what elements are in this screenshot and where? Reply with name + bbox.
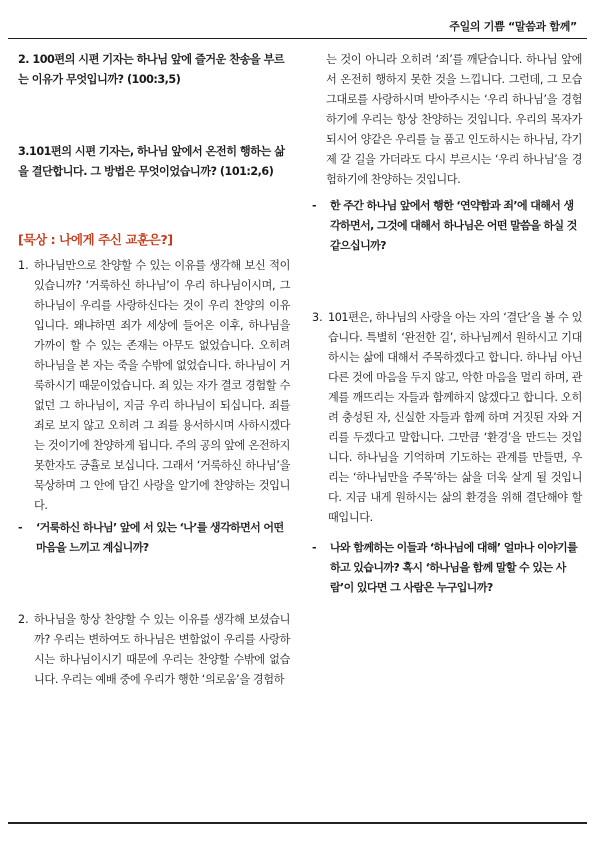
- question-3: 3.101편의 시편 기자는, 하나님 앞에서 온전히 행하는 삶을 결단합니다. 그 방법은 무엇이었습니까? (101:2,6): [18, 145, 285, 178]
- item-text: 하나님을 항상 찬양할 수 있는 이유를 생각해 보셨습니까? 우리는 변하여도 하나님은 변함없이 우리를 사랑하시는 하나님이시기 때문에 우리는 찬양할 수밖에 없습니다. 우리는 예배 중에 우리가 행한 ‘의로움’을 경험하: [34, 613, 290, 686]
- meditation-item-3: [312, 308, 582, 528]
- header-divider: [8, 38, 587, 39]
- dash-marker: -: [312, 541, 316, 554]
- reflection-text: 나와 함께하는 이들과 ‘하나님에 대해’ 얼마나 이야기를 하고 있습니까? 혹시 ‘하나님을 함께 말할 수 있는 사람’이 있다면 그 사람은 누구입니까?: [330, 541, 578, 594]
- left-column: [18, 50, 290, 690]
- right-column: [312, 50, 582, 598]
- meditation-item-2: [18, 610, 290, 690]
- meditation-item-1: [18, 256, 290, 516]
- item-2-continuation: 는 것이 아니라 오히려 ‘죄’를 깨닫습니다. 하나님 앞에서 온전히 행하지 못한 것을 느낍니다. 그런데, 그 모습 그대로를 사랑하시며 받아주시는 ‘우리 하나님’을 경험하기에 우리는 항상 찬양하는 것입니다. 우리의 목자가 되시어 양같은 우리를 늘 품고 인도하시는 하나님, 각기 제 갈 길을 가더라도 다시 부르시는 ‘우리 하나님’을 경험하기에 찬양하는 것입니다.: [326, 53, 582, 186]
- reflection-question-1: [18, 518, 290, 558]
- reflection-question-3: [312, 538, 582, 598]
- reflection-text: 한 주간 하나님 앞에서 행한 ‘연약함과 죄’에 대해서 생각하면서, 그것에 대해서 하나님은 어떤 말씀을 하실 것 같으십니까?: [330, 199, 577, 252]
- question-2: 2. 100편의 시편 기자는 하나님 앞에 즐거운 찬송을 부르는 이유가 무엇입니까? (100:3,5): [18, 53, 285, 86]
- item-number: 2.: [18, 613, 29, 626]
- footer-divider: [8, 822, 587, 824]
- item-number: 1.: [18, 259, 29, 272]
- item-number: 3.: [312, 311, 323, 324]
- meditation-heading: [묵상 : 나에게 주신 교훈은?]: [18, 232, 173, 247]
- page-header-title: 주일의 기쁨 “말씀과 함께”: [449, 20, 577, 33]
- reflection-text: ‘거룩하신 하나님’ 앞에 서 있는 ‘나’를 생각하면서 어떤 마음을 느끼고 계십니까?: [36, 521, 284, 554]
- item-text: 101편은, 하나님의 사랑을 아는 자의 ‘결단’을 볼 수 있습니다. 특별히 ‘완전한 길’, 하나님께서 원하시고 기대하시는 삶에 대해서 주목하겠다고 합니다. 하나님 아닌 다른 것에 마음을 두지 않고, 악한 마음을 멀리 하며, 관계를 깨뜨리는 자들과 함께하지 않겠다고 합니다. 오히려 충성된 자, 신실한 자들과 함께 하며 거짓된 자와 거리를 두겠다고 말합니다. 그만큼 ‘환경’을 만드는 것입니다. 하나님을 기억하며 기도하는 관계를 만들면, 우리는 ‘하나님만을 주목’하는 삶을 더욱 살게 될 것입니다. 지금 내게 원하시는 삶의 환경을 위해 결단해야 할 때입니다.: [328, 311, 582, 524]
- item-text: 하나님만으로 찬양할 수 있는 이유를 생각해 보신 적이 있습니까? ‘거룩하신 하나님’이 우리 하나님이시며, 그 하나님이 우리를 사랑하신다는 것이 우리 찬양의 이유입니다. 왜냐하면 죄가 세상에 들어온 이후, 하나님을 가까이 할 수 있는 존재는 아무도 없었습니다. 오히려 하나님을 본 자는 죽을 수밖에 없었습니다. 하나님이 거룩하시기 때문이었습니다. 죄 있는 자가 결코 경험할 수 없던 그 하나님이, 지금 우리 하나님이 되십니다. 죄를 죄로 보지 않고 오히려 그 죄를 용서하시며 사하시겠다는 것이기에 찬양하게 됩니다. 주의 공의 앞에 온전하지 못한자도 긍휼로 보십니다. 그래서 ‘거룩하신 하나님’을 묵상하며 그 안에 담긴 사랑을 알기에 찬양하는 것입니다.: [34, 259, 290, 512]
- dash-marker: -: [18, 521, 22, 534]
- dash-marker: -: [312, 199, 316, 212]
- reflection-question-2: [312, 196, 582, 256]
